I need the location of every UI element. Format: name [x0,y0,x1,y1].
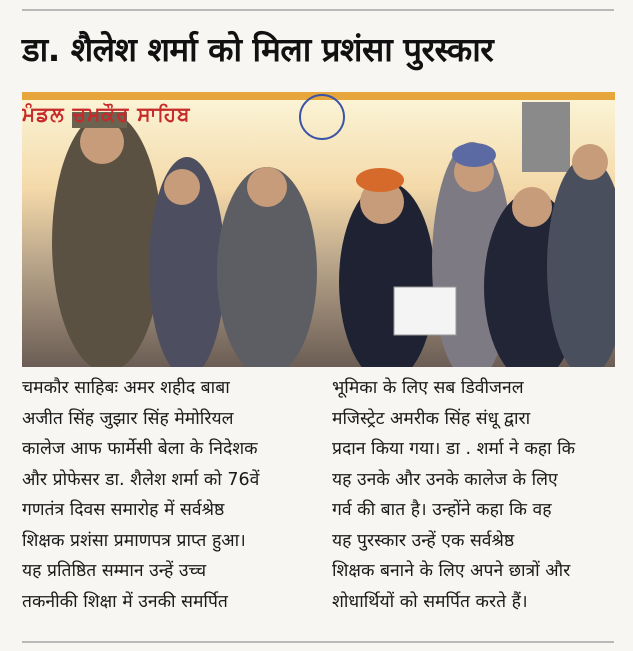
article-line: यह पुरस्कार उन्हें एक सर्वश्रेष्ठ [332,530,515,551]
article-line: प्रदान किया गया। डा . शर्मा ने कहा कि [332,439,576,459]
article-line: भूमिका के लिए सब डिवीजनल [332,378,524,398]
article-line: चमकौर साहिबः अमर शहीद बाबा [22,378,230,398]
article-line: और प्रोफेसर डा. शैलेश शर्मा को 76वें [22,469,260,490]
article-line: यह प्रतिष्ठित सम्मान उन्हें उच्च [22,561,207,581]
article-right-column [332,373,615,617]
article-line: कालेज आफ फार्मेसी बेला के निदेशक [22,439,258,459]
news-photo [22,92,615,367]
headline: डा. शैलेश शर्मा को मिला प्रशंसा पुरस्कार [22,30,494,69]
article-line: गर्व की बात है। उन्होंने कहा कि वह [332,500,552,520]
bottom-rule [22,641,614,643]
article-line: तकनीकी शिक्षा में उनकी समर्पित [22,591,228,612]
article-line: शोधार्थियों को समर्पित करते हैं। [332,591,528,612]
article-line: शिक्षक प्रशंसा प्रमाणपत्र प्राप्त हुआ। [22,530,246,551]
chakra-emblem [300,95,344,139]
banner-text: ਮੰਡਲ ਚਮਕੌਰ ਸਾਹਿਬ [22,102,191,126]
certificate [394,287,456,335]
top-rule [22,9,614,11]
article-body [22,373,615,635]
article-line: यह उनके और उनके कालेज के लिए [332,469,558,490]
article-line: गणतंत्र दिवस समारोह में सर्वश्रेष्ठ [22,500,225,520]
article-left-column [22,373,305,617]
ceremony-photo-illustration [22,92,615,367]
article-line: शिक्षक बनाने के लिए अपने छात्रों और [332,561,571,581]
article-line: मजिस्ट्रेट अमरीक सिंह संधू द्वारा [332,408,531,429]
article-line: अजीत सिंह जुझार सिंह मेमोरियल [22,408,234,429]
speaker [522,102,570,172]
